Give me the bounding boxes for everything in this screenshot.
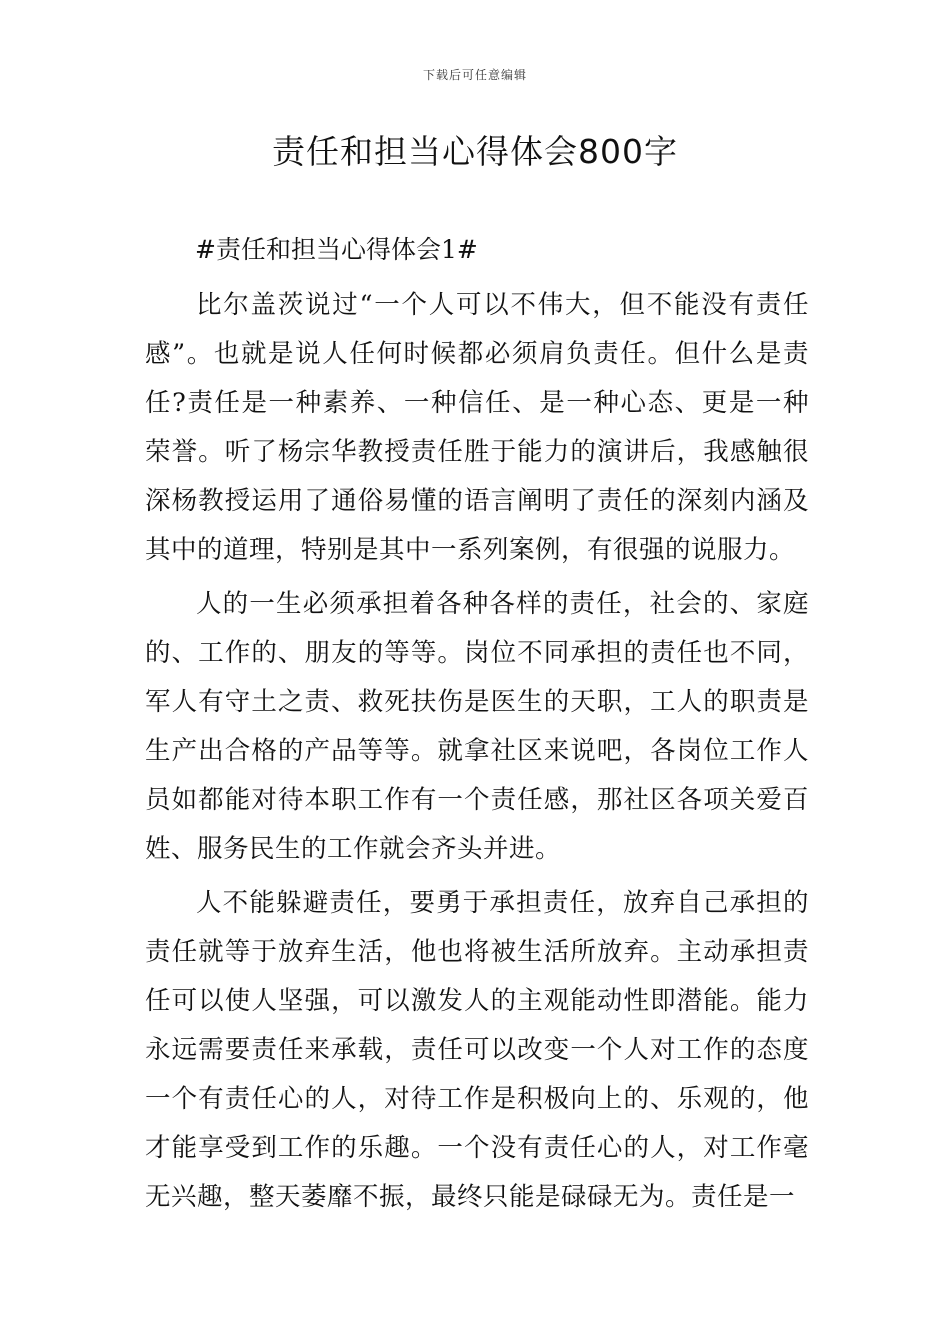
paragraph-3: 人不能躲避责任，要勇于承担责任，放弃自己承担的责任就等于放弃生活，他也将被生活所放弃。主动承担责任可以使人坚强，可以激发人的主观能动性即潜能。能力永远需要责任来承载，责任可以改变一个人对工作的态度一个有责任心的人，对待工作是积极向上的、乐观的，他才能享受到工作的乐趣。一个没有责任心的人，对工作毫无兴趣，整天萎靡不振，最终只能是碌碌无为。责任是一 xyxy=(145,888,809,1212)
document-title: 责任和担当心得体会800字 xyxy=(272,132,678,171)
header-note: 下载后可任意编辑 xyxy=(422,68,527,82)
paragraph-1: 比尔盖茨说过“一个人可以不伟大，但不能没有责任感”。也就是说人任何时候都必须肩负责任。但什么是责任?责任是一种素养、一种信任、是一种心态、更是一种荣誉。听了杨宗华教授责任胜于能力的演讲后，我感触很深杨教授运用了通俗易懂的语言阐明了责任的深刻内涵及其中的道理，特别是其中一系列案例，有很强的说服力。 xyxy=(145,290,809,565)
section-heading: #责任和担当心得体会1# xyxy=(195,235,478,264)
paragraph-2: 人的一生必须承担着各种各样的责任，社会的、家庭的、工作的、朋友的等等。岗位不同承担的责任也不同，军人有守土之责、救死扶伤是医生的天职，工人的职责是生产出合格的产品等等。就拿社区来说吧，各岗位工作人员如都能对待本职工作有一个责任感，那社区各项关爱百姓、服务民生的工作就会齐头并进。 xyxy=(145,589,809,864)
document-body xyxy=(145,232,809,1227)
